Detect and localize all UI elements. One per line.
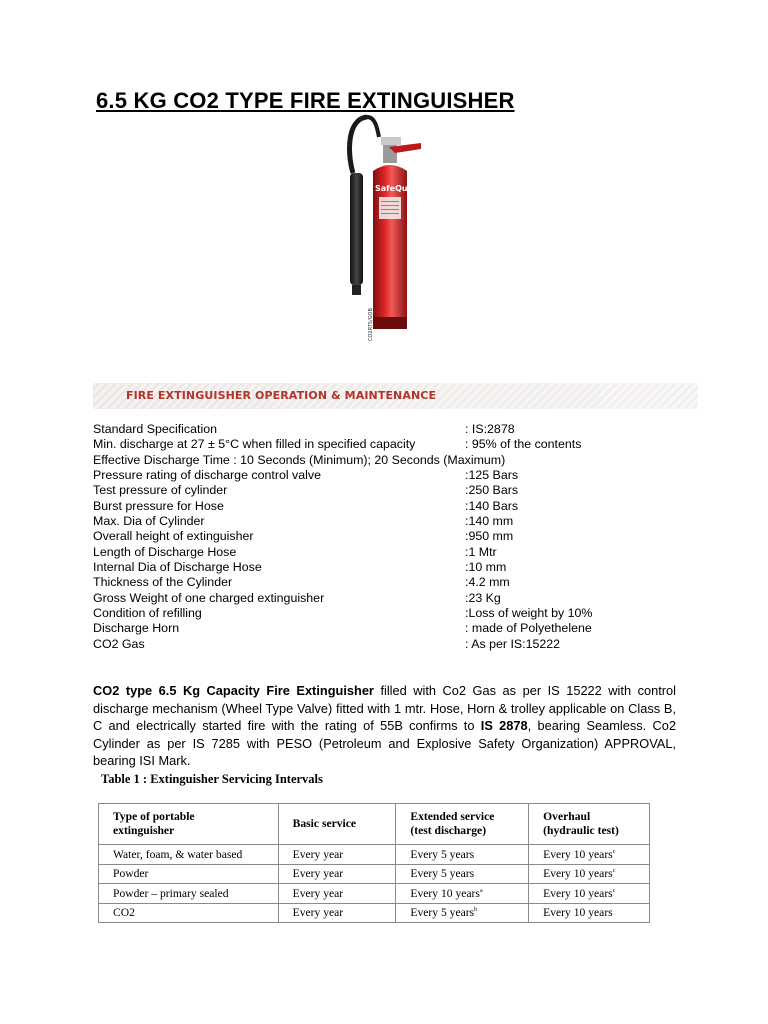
spec-row bbox=[93, 483, 713, 498]
table-cell bbox=[529, 864, 650, 884]
spec-row bbox=[93, 437, 713, 452]
fire-extinguisher-image bbox=[345, 113, 425, 345]
spec-value: :1 Mtr bbox=[465, 544, 497, 559]
spec-row bbox=[93, 621, 713, 636]
spec-value: :950 mm bbox=[465, 529, 514, 544]
description-text-1: filled with Co2 Gas as per IS 15222 with control discharge mechanism (Wheel Type Valve) fitted with 1 mtr. Hose, Horn & trolley applicable on Class B, C and electrically started fire with the rating of 55B confirms to bbox=[93, 683, 676, 733]
table-cell bbox=[99, 864, 279, 884]
table-cell bbox=[396, 884, 529, 904]
spec-value: : IS:2878 bbox=[465, 422, 515, 436]
header-line: extinguisher bbox=[113, 824, 175, 837]
table-cell bbox=[99, 903, 279, 923]
header-line: Basic service bbox=[292, 817, 357, 830]
spec-label: Condition of refilling bbox=[93, 606, 202, 621]
cell-text: Every 5 years bbox=[410, 906, 475, 920]
footnote-mark: c bbox=[612, 887, 616, 894]
spec-row bbox=[93, 545, 713, 560]
cell-text: Every 10 years bbox=[410, 886, 480, 900]
cell-text: Every 10 years bbox=[543, 886, 613, 900]
spec-label: Overall height of extinguisher bbox=[93, 529, 254, 544]
table-cell bbox=[99, 884, 279, 904]
table-header-cell bbox=[396, 804, 529, 845]
table-row bbox=[99, 884, 650, 904]
spec-label: Discharge Horn bbox=[93, 621, 180, 636]
spec-row bbox=[93, 468, 713, 483]
spec-value: :125 Bars bbox=[465, 468, 519, 483]
table-header-cell bbox=[278, 804, 396, 845]
description-bold-standard: IS 2878 bbox=[480, 718, 528, 733]
section-heading: FIRE EXTINGUISHER OPERATION & MAINTENANCE bbox=[126, 389, 437, 402]
cell-text: Every year bbox=[292, 867, 344, 881]
cell-text: Every year bbox=[292, 906, 344, 920]
cell-text: Every 10 years bbox=[543, 867, 613, 881]
spec-label: Internal Dia of Discharge Hose bbox=[93, 560, 262, 575]
header-line: (test discharge) bbox=[410, 824, 487, 837]
specification-list bbox=[93, 422, 713, 652]
table-cell bbox=[529, 845, 650, 865]
spec-value: :140 mm bbox=[465, 514, 514, 529]
cell-text: Every 5 years bbox=[410, 867, 475, 881]
page-title: 6.5 KG CO2 TYPE FIRE EXTINGUISHER bbox=[96, 88, 515, 113]
header-line: Type of portable bbox=[113, 810, 195, 823]
cell-text: CO2 bbox=[113, 906, 135, 920]
table-cell bbox=[529, 884, 650, 904]
header-line: Extended service bbox=[410, 810, 495, 823]
spec-label: Burst pressure for Hose bbox=[93, 498, 224, 513]
spec-label: Max. Dia of Cylinder bbox=[93, 514, 205, 529]
table-cell bbox=[278, 903, 396, 923]
header-line: Overhaul bbox=[543, 810, 591, 823]
table-cell bbox=[396, 903, 529, 923]
table-header-row bbox=[99, 804, 650, 845]
header-line: (hydraulic test) bbox=[543, 824, 619, 837]
table-cell bbox=[278, 884, 396, 904]
table-header-cell bbox=[529, 804, 650, 845]
servicing-intervals-table bbox=[98, 803, 650, 923]
footnote-mark: b bbox=[474, 907, 478, 914]
table-cell bbox=[396, 845, 529, 865]
table-header-cell bbox=[99, 804, 279, 845]
spec-label: Gross Weight of one charged extinguisher bbox=[93, 590, 325, 605]
spec-row bbox=[93, 514, 713, 529]
spec-value: :4.2 mm bbox=[465, 575, 510, 590]
description-bold-intro: CO2 type 6.5 Kg Capacity Fire Extinguisher bbox=[93, 683, 374, 698]
table-row bbox=[99, 864, 650, 884]
image-side-label: CO2RTS/GOB bbox=[368, 308, 374, 341]
spec-value: : made of Polyethelene bbox=[465, 621, 592, 636]
cell-text: Every 10 years bbox=[543, 847, 613, 861]
spec-value: :10 mm bbox=[465, 560, 507, 575]
cell-text: Powder bbox=[113, 867, 149, 881]
spec-value: :140 Bars bbox=[465, 498, 519, 513]
cell-text: Every year bbox=[292, 847, 344, 861]
spec-label: CO2 Gas bbox=[93, 636, 145, 651]
table-caption: Table 1 : Extinguisher Servicing Intervals bbox=[101, 772, 323, 786]
spec-full-line: Effective Discharge Time : 10 Seconds (Minimum); 20 Seconds (Maximum) bbox=[93, 452, 506, 467]
spec-label: Standard Specification bbox=[93, 422, 217, 436]
table-cell bbox=[278, 845, 396, 865]
spec-label: Test pressure of cylinder bbox=[93, 483, 228, 498]
spec-label: Length of Discharge Hose bbox=[93, 544, 237, 559]
table-cell bbox=[99, 845, 279, 865]
spec-value: : As per IS:15222 bbox=[465, 636, 561, 651]
table-row bbox=[99, 903, 650, 923]
cell-text: Every year bbox=[292, 886, 344, 900]
spec-value: :250 Bars bbox=[465, 483, 519, 498]
spec-label: Thickness of the Cylinder bbox=[93, 575, 233, 590]
spec-label: Min. discharge at 27 ± 5°C when filled in specified capacity bbox=[93, 437, 416, 452]
spec-value: :Loss of weight by 10% bbox=[465, 606, 593, 621]
spec-row bbox=[93, 499, 713, 514]
spec-row bbox=[93, 606, 713, 621]
spec-row bbox=[93, 591, 713, 606]
cell-text: Every 5 years bbox=[410, 847, 475, 861]
spec-row bbox=[93, 453, 713, 468]
brand-label: SafeQuip bbox=[375, 184, 417, 193]
spec-row bbox=[93, 637, 713, 652]
spec-row bbox=[93, 560, 713, 575]
spec-label: Pressure rating of discharge control valve bbox=[93, 468, 321, 483]
footnote-mark: c bbox=[612, 848, 616, 855]
cell-text: Every 10 years bbox=[543, 906, 613, 920]
cell-text: Water, foam, & water based bbox=[113, 847, 243, 861]
spec-value: : 95% of the contents bbox=[465, 437, 582, 452]
product-description bbox=[93, 682, 676, 770]
footnote-mark: c bbox=[612, 868, 616, 875]
footnote-mark: a bbox=[479, 887, 483, 894]
table-cell bbox=[529, 903, 650, 923]
section-heading-band bbox=[93, 383, 698, 409]
spec-row bbox=[93, 575, 713, 590]
table-cell bbox=[278, 864, 396, 884]
spec-row bbox=[93, 422, 713, 437]
cell-text: Powder – primary sealed bbox=[113, 886, 229, 900]
spec-row bbox=[93, 529, 713, 544]
description-text-2: , bearing Seamless. Co2 Cylinder as per IS 7285 with PESO (Petroleum and Explosive Safety Organization) APPROVAL, bearing ISI Mark. bbox=[93, 718, 676, 768]
spec-value: :23 Kg bbox=[465, 590, 501, 605]
table-row bbox=[99, 845, 650, 865]
table-cell bbox=[396, 864, 529, 884]
